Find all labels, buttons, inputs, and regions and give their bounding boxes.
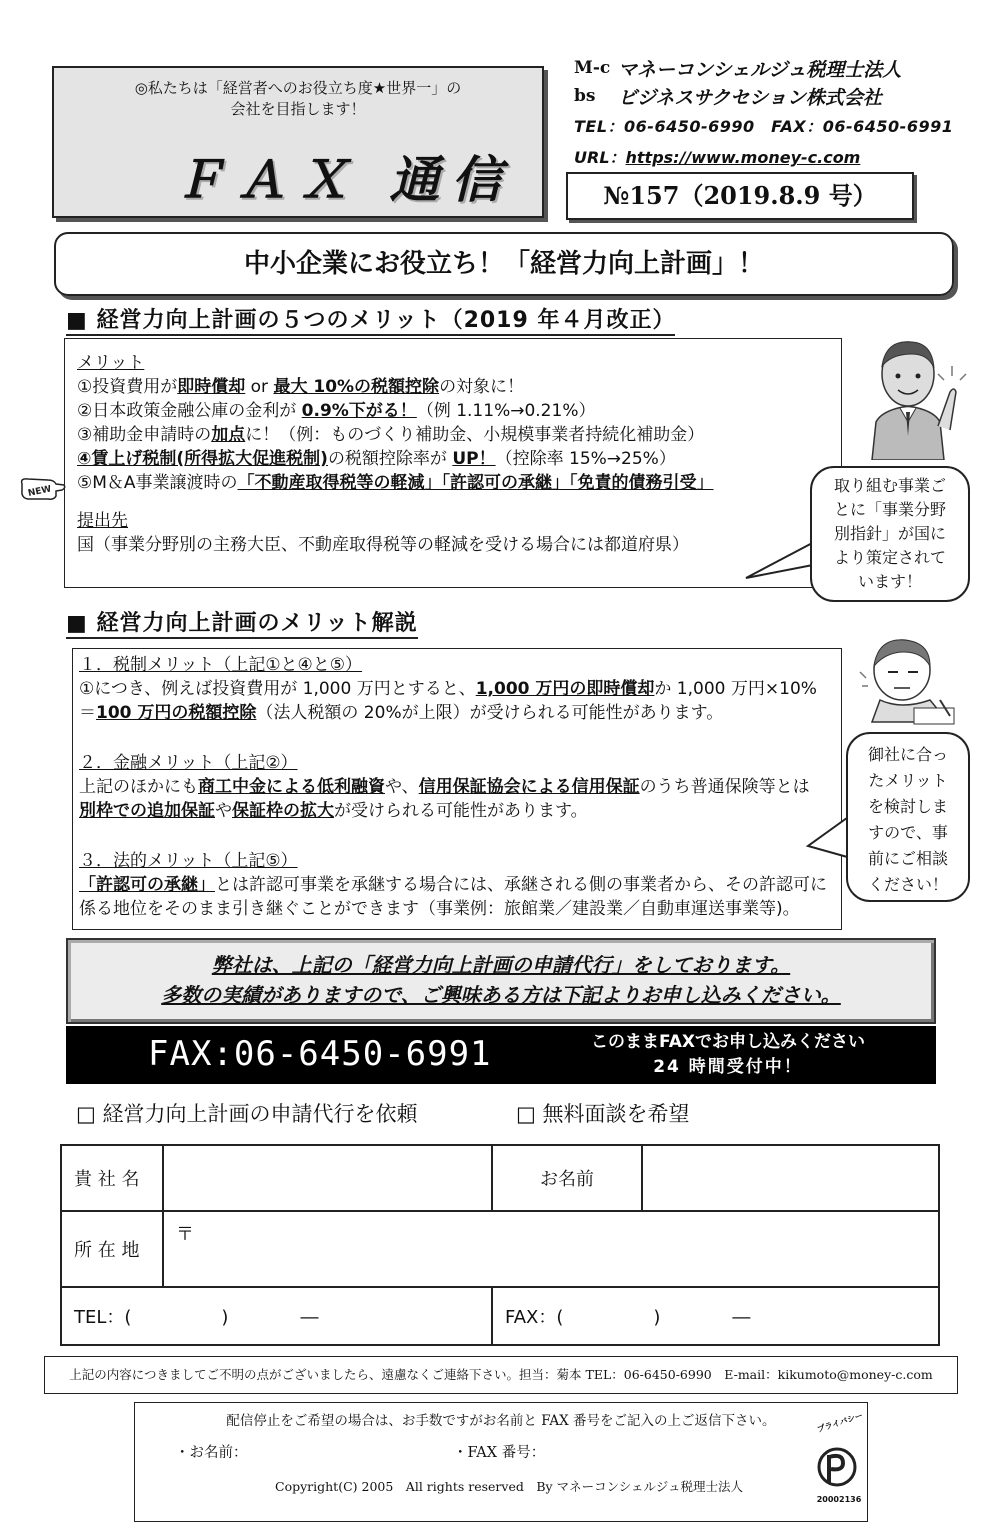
- fax-number: FAX:06-6450-6991: [148, 1034, 492, 1074]
- bs-logo: bs: [574, 86, 596, 106]
- application-form: [60, 1144, 940, 1346]
- legal-merit-line1: 「許認可の承継」とは許認可事業を承継する場合には、承継される側の事業者から、その許認可に: [79, 875, 827, 895]
- fax-bar-message: このままFAXでお申し込みください 24 時間受付中！: [591, 1032, 865, 1077]
- cta-line-2: 多数の実績がありますので、ご興味ある方は下記よりお申し込みください。: [161, 983, 841, 1007]
- fax-newsletter-title: ＦＡＸ 通信: [174, 151, 514, 209]
- header-tagline: ◎私たちは「経営者へのお役立ち度★世界一」の 会社を目指します！: [134, 79, 462, 118]
- legal-merit-line2: 係る地位をそのまま引き継ぐことができます（事業例：旅館業／建設業／自動車運送事業等)。: [79, 899, 800, 919]
- issue-number: №157（2019.8.9 号）: [566, 172, 914, 220]
- name-label: お名前: [492, 1145, 642, 1211]
- fax-field[interactable]: FAX：( ) ―: [492, 1287, 939, 1345]
- company-url-line: URL：https://www.money-c.com: [574, 148, 861, 167]
- name-field[interactable]: [642, 1145, 939, 1211]
- explanation-box: [72, 648, 842, 930]
- tax-merit-line2: ＝100 万円の税額控除（法人税額の 20%が上限）が受けられる可能性があります。: [79, 703, 724, 723]
- address-field[interactable]: [163, 1211, 939, 1287]
- section1-heading: ■ 経営力向上計画の５つのメリット（2019 年４月改正）: [66, 303, 675, 334]
- copyright: Copyright(C) 2005 All rights reserved By マネーコンシェルジュ税理士法人: [275, 1479, 743, 1494]
- company-name-2: ビジネスサクセション株式会社: [618, 86, 882, 109]
- optout-box: [134, 1402, 868, 1522]
- merit-4: ④賃上げ税制(所得拡大促進税制)の税額控除率が UP！（控除率 15%→25%）: [77, 449, 676, 469]
- company-url-link[interactable]: https://www.money-c.com: [625, 148, 861, 167]
- address-label: 所 在 地: [61, 1211, 163, 1287]
- speech-bubble-1: 取り組む事業ご とに「事業分野 別指針」が国に より策定されて います！: [810, 466, 970, 602]
- checkbox-free-consultation[interactable]: □ 無料面談を希望: [516, 1102, 690, 1126]
- contact-note: 上記の内容につきましてご不明の点がございましたら、遠慮なくご連絡下さい。担当：菊本 TEL：06-6450-6990 E-mail：kikumoto@money-c.com: [44, 1356, 958, 1394]
- submit-text: 国（事業分野別の主務大臣、不動産取得税等の軽減を受ける場合には都道府県）: [77, 535, 689, 555]
- optout-name-field[interactable]: ・お名前：: [175, 1445, 248, 1461]
- merit-3: ③補助金申請時の加点に！（例：ものづくり補助金、小規模事業者持続化補助金）: [77, 425, 705, 445]
- company-name-1: マネーコンシェルジュ税理士法人: [618, 58, 902, 81]
- postal-mark: 〒: [176, 1224, 194, 1245]
- finance-merit-title: ２．金融メリット（上記②）: [79, 753, 298, 773]
- merit-box: [64, 338, 842, 588]
- cta-line-1: 弊社は、上記の「経営力向上計画の申請代行」をしております。: [211, 953, 791, 977]
- privacy-mark-icon: プライバシー 20002136: [815, 1410, 865, 1504]
- bubble1-tail: [740, 520, 820, 590]
- svg-text:NEW: NEW: [27, 484, 53, 499]
- optout-fax-field[interactable]: ・FAX 番号：: [453, 1445, 546, 1461]
- optout-instruction: 配信停止をご希望の場合は、お手数ですがお名前と FAX 番号をご記入の上ご返信下さい。: [226, 1413, 776, 1429]
- merit-1: ①投資費用が即時償却 or 最大 10%の税額控除の対象に！: [77, 377, 525, 397]
- cta-box: [66, 938, 936, 1024]
- speech-bubble-2: 御社に合っ たメリット を検討しま すので、事 前にご相談 ください！: [846, 732, 970, 902]
- fax-number-bar: [66, 1026, 936, 1084]
- new-hand-icon: [18, 474, 66, 504]
- tel-field[interactable]: TEL：( ) ―: [61, 1287, 492, 1345]
- merit-5: ⑤M＆A事業譲渡時の「不動産取得税等の軽減」「許認可の承継」「免責的債務引受」: [77, 473, 714, 493]
- thinking-man-illustration: [852, 630, 972, 730]
- legal-merit-title: ３．法的メリット（上記⑤）: [79, 851, 298, 871]
- company-label: 貴 社 名: [61, 1145, 163, 1211]
- company-field[interactable]: [163, 1145, 492, 1211]
- tax-merit-line1: ①につき、例えば投資費用が 1,000 万円とすると、1,000 万円の即時償却か 1,000 万円×10%: [79, 679, 817, 699]
- tax-merit-title: １．税制メリット（上記①と④と⑤）: [79, 655, 363, 675]
- checkbox-application-agency[interactable]: □ 経営力向上計画の申請代行を依頼: [76, 1102, 418, 1126]
- merit-label: メリット: [77, 353, 145, 373]
- finance-merit-line1: 上記のほかにも商工中金による低利融資や、信用保証協会による信用保証のうち普通保険等とは: [79, 777, 810, 797]
- headline-banner: 中小企業にお役立ち！「経営力向上計画」！: [54, 232, 954, 296]
- businessman-illustration: [852, 326, 972, 460]
- submit-label: 提出先: [77, 511, 128, 531]
- finance-merit-line2: 別枠での追加保証や保証枠の拡大が受けられる可能性があります。: [79, 801, 588, 821]
- company-tel-fax: TEL：06-6450-6990 FAX：06-6450-6991: [574, 117, 954, 136]
- header-box: [52, 66, 544, 218]
- merit-2: ②日本政策金融公庫の金利が 0.9%下がる！（例 1.11%→0.21%）: [77, 401, 596, 421]
- company-info: [574, 54, 953, 168]
- money-c-logo: M-c: [574, 58, 611, 78]
- section2-heading: ■ 経営力向上計画のメリット解説: [66, 606, 418, 637]
